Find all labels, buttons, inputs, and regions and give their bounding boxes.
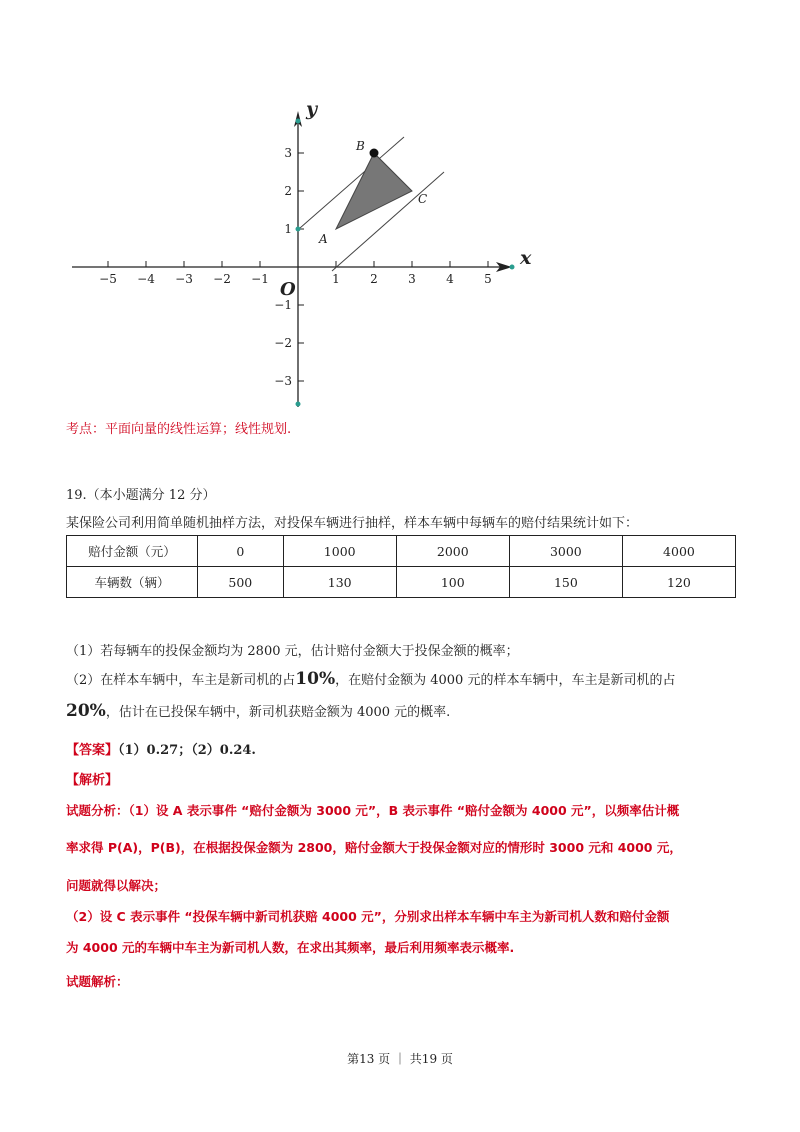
y-axis-top-dot (296, 119, 301, 124)
y-axis-bottom-dot (296, 402, 301, 407)
part2-text-b: ，在赔付金额为 4000 元的样本车辆中，车主是新司机的占 (335, 673, 676, 688)
x-tick-label: −2 (213, 272, 231, 286)
y-tick-label: 1 (284, 222, 292, 236)
question-part-1: （1）若每辆车的投保金额均为 2800 元，估计赔付金额大于投保金额的概率； (66, 644, 519, 659)
point-a-label: A (319, 232, 328, 246)
x-tick-label: 4 (446, 272, 454, 286)
solution-line: 率求得 P(A)，P(B)，在根据投保金额为 2800，赔付金额大于投保金额对应的情形时 3000 元和 4000 元， (66, 840, 682, 855)
question-header: 19.（本小题满分 12 分） (66, 488, 216, 503)
y-tick-label: 3 (284, 146, 292, 160)
x-tick-label: −5 (99, 272, 117, 286)
point-c-label: C (418, 192, 428, 206)
y-tick-label: 2 (284, 184, 292, 198)
x-axis-end-dot (510, 265, 515, 270)
x-tick-label: −3 (175, 272, 193, 286)
solution-line: 问题就得以解决； (66, 878, 167, 893)
solution-line: （2）设 C 表示事件 “投保车辆中新司机获赔 4000 元”，分别求出样本车辆中车主为新司机人数和赔付金额 (66, 909, 670, 924)
y-axis-label: y (306, 98, 318, 120)
coordinate-graph (60, 95, 560, 415)
x-tick-label: −4 (137, 272, 155, 286)
table-row (67, 536, 736, 567)
claims-table (66, 535, 736, 598)
table-cell: 0 (198, 536, 284, 567)
answer-text: （1）0.27；（2）0.24. (118, 743, 256, 758)
table-cell: 4000 (622, 536, 735, 567)
question-part-2-line-1 (66, 669, 675, 689)
point-b-label: B (356, 139, 365, 153)
intercept-dot (296, 227, 301, 232)
solution-line: 试题解析： (66, 974, 129, 989)
answer-bracket: 【答案】 (66, 743, 119, 758)
feasible-region-triangle (336, 153, 412, 229)
table-cell: 赔付金额（元） (67, 536, 198, 567)
x-tick-label: 1 (332, 272, 340, 286)
part2-text-a: （2）在样本车辆中，车主是新司机的占 (66, 673, 296, 688)
percent-new-drivers-4000: 20% (66, 701, 106, 721)
page-footer: 第13 页 ｜ 共19 页 (347, 1052, 453, 1066)
y-tick-label: −3 (274, 374, 292, 388)
table-cell: 1000 (283, 536, 396, 567)
y-tick-label: −2 (274, 336, 292, 350)
y-tick-label: −1 (274, 298, 292, 312)
solution-line: 为 4000 元的车辆中车主为新司机人数，在求出其频率，最后利用频率表示概率. (66, 940, 515, 955)
x-tick-label: 5 (484, 272, 492, 286)
table-cell: 120 (622, 567, 735, 598)
part2-text-c: ，估计在已投保车辆中，新司机获赔金额为 4000 元的概率. (105, 705, 451, 720)
table-cell: 车辆数（辆） (67, 567, 198, 598)
table-cell: 2000 (396, 536, 509, 567)
x-axis-label: x (520, 247, 532, 269)
x-tick-label: 3 (408, 272, 416, 286)
question-part-2-line-2 (66, 701, 450, 721)
x-tick-label: 2 (370, 272, 378, 286)
origin-label: O (280, 279, 296, 300)
answer-line (66, 739, 256, 758)
question-intro: 某保险公司利用简单随机抽样方法，对投保车辆进行抽样，样本车辆中每辆车的赔付结果统计如下： (66, 516, 639, 531)
table-cell: 500 (198, 567, 284, 598)
table-cell: 3000 (509, 536, 622, 567)
point-b-dot (370, 149, 379, 158)
kaodian-note: 考点：平面向量的线性运算；线性规划. (66, 422, 292, 437)
table-cell: 100 (396, 567, 509, 598)
table-cell: 150 (509, 567, 622, 598)
table-row (67, 567, 736, 598)
analysis-heading: 【解析】 (66, 773, 119, 788)
table-cell: 130 (283, 567, 396, 598)
solution-line: 试题分析：（1）设 A 表示事件 “赔付金额为 3000 元”，B 表示事件 “赔付金额为 4000 元”，以频率估计概 (66, 803, 680, 818)
x-tick-label: −1 (251, 272, 269, 286)
percent-new-drivers: 10% (295, 669, 336, 689)
